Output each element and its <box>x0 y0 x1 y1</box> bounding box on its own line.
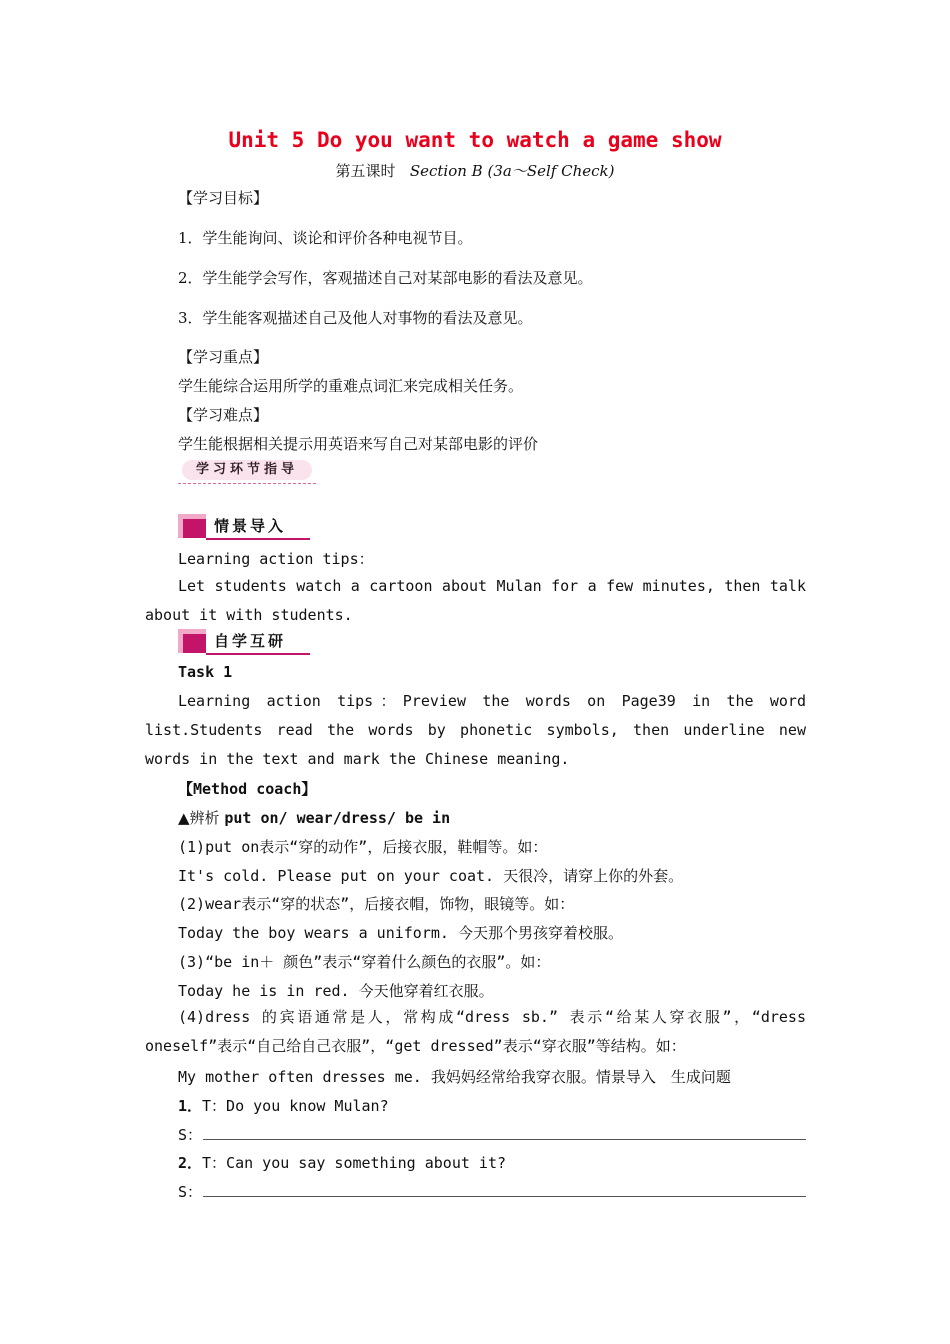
section-heading-label: 情景导入 <box>214 517 287 535</box>
section-heading-label: 自学互研 <box>214 632 287 650</box>
objective-item: 2．学生能学会写作，客观描述自己对某部电影的看法及意见。 <box>178 269 593 287</box>
answer-label: S： <box>178 1126 203 1144</box>
answer-blank-2[interactable] <box>203 1196 806 1197</box>
example-line: Today he is in red. 今天他穿着红衣服。 <box>178 982 494 1000</box>
question-2 <box>178 1152 506 1173</box>
guide-badge <box>178 458 316 484</box>
section-heading-self-study <box>178 629 310 657</box>
tips-text: Let students watch a cartoon about Mulan for a few minutes, then talk about it with students. <box>145 577 806 624</box>
tips-label: Learning action tips： <box>178 550 374 568</box>
heading-square-icon-inner <box>183 634 206 653</box>
analysis-prefix: ▲辨析 <box>178 809 220 827</box>
note-line: (2)wear表示“穿的状态”，后接衣帽，饰物，眼镜等。如： <box>178 895 575 913</box>
note-line: (1)put on表示“穿的动作”，后接衣服，鞋帽等。如： <box>178 838 548 856</box>
analysis-words: put on/ wear/dress/ be in <box>224 809 451 827</box>
difficulties-text: 学生能根据相关提示用英语来写自己对某部电影的评价 <box>178 435 539 453</box>
objectives-heading: 【学习目标】 <box>178 189 269 207</box>
note-line: (3)“be in＋ 颜色”表示“穿着什么颜色的衣服”。如： <box>178 953 551 971</box>
key-points-heading: 【学习重点】 <box>178 348 269 366</box>
question-number: 2． <box>178 1154 203 1172</box>
question-1 <box>178 1095 389 1116</box>
question-text: T：Can you say something about it? <box>202 1154 507 1172</box>
key-points-text: 学生能综合运用所学的重难点词汇来完成相关任务。 <box>178 377 524 395</box>
answer-blank-1[interactable] <box>203 1139 806 1140</box>
task-label: Task 1 <box>178 663 233 681</box>
section-heading-intro <box>178 514 310 542</box>
analysis-line <box>178 807 450 828</box>
guide-badge-underline <box>178 483 316 484</box>
dress-note: (4)dress 的宾语通常是人，常构成“dress sb.” 表示“给某人穿衣服”，“dress oneself”表示“自己给自己衣服”，“get dressed”表示“穿衣服”等结构。如： <box>145 1008 806 1055</box>
subtitle-cn: 第五课时 <box>335 162 396 180</box>
subtitle-section: Section B <box>409 162 483 180</box>
section-heading-underline <box>206 653 310 655</box>
guide-badge-label: 学习环节指导 <box>182 460 312 480</box>
answer-label: S： <box>178 1183 203 1201</box>
objective-item: 1．学生能询问、谈论和评价各种电视节目。 <box>178 229 473 247</box>
page-title: Unit 5 Do you want to watch a game show <box>228 128 722 152</box>
task-tips-text: Learning action tips：Preview the words on Page39 in the word list.Students read the words by phonetic symbols, then underline new words in the text and mark the Chinese meaning. <box>145 692 806 768</box>
objective-item: 3．学生能客观描述自己及他人对事物的看法及意见。 <box>178 309 533 327</box>
example-line: Today the boy wears a uniform. 今天那个男孩穿着校服。 <box>178 924 623 942</box>
section-heading-underline <box>206 538 310 540</box>
question-text: T：Do you know Mulan? <box>202 1097 389 1115</box>
lesson-subtitle <box>0 160 950 181</box>
heading-square-icon-inner <box>183 519 206 538</box>
question-number: 1． <box>178 1097 203 1115</box>
method-coach-heading: 【Method coach】 <box>178 780 317 798</box>
example-line: It's cold. Please put on your coat. 天很冷，请穿上你的外套。 <box>178 867 684 885</box>
difficulties-heading: 【学习难点】 <box>178 406 269 424</box>
subtitle-range: (3a～Self Check) <box>487 162 615 180</box>
example-line: My mother often dresses me. 我妈妈经常给我穿衣服。情景导入 生成问题 <box>178 1068 731 1086</box>
